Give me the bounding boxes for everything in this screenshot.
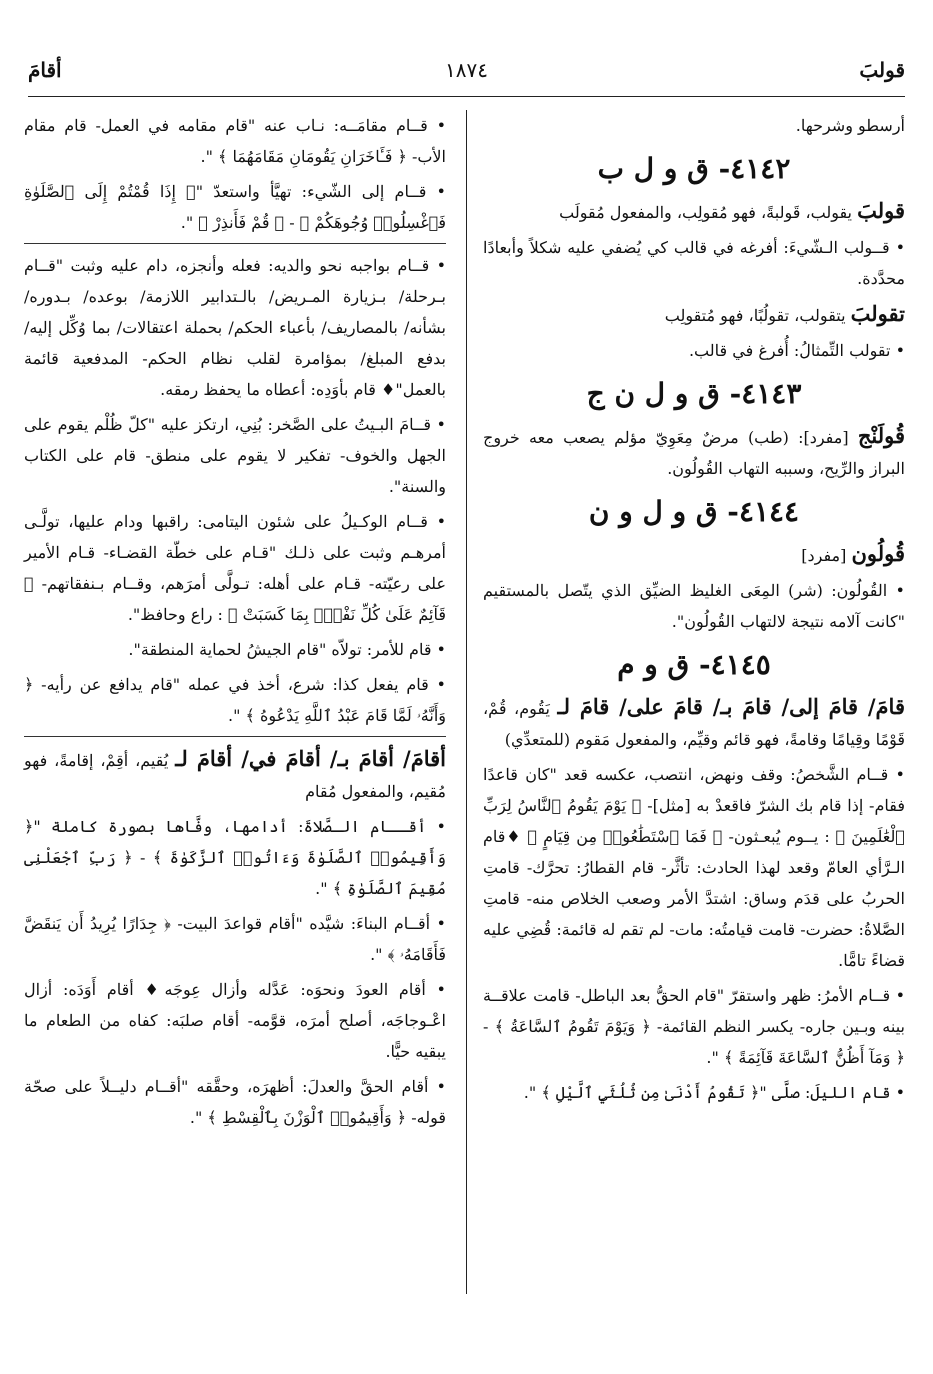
entry-text: • تقولب التِّمثالُ: أُفرغ في قالب. xyxy=(688,341,905,360)
page-header xyxy=(28,58,905,90)
entry-text: [مفرد] xyxy=(801,546,852,565)
header-rule xyxy=(28,96,905,97)
entry-paragraph xyxy=(483,691,905,755)
entry-paragraph xyxy=(483,232,905,294)
root-heading: ٤١٤٥- ق و م xyxy=(617,648,771,681)
entry-paragraph xyxy=(483,538,905,571)
headword: قولبَ xyxy=(857,198,905,223)
root-heading: ٤١٤٤- ق و ل و ن xyxy=(588,495,800,528)
entry-paragraph xyxy=(24,908,446,970)
entry-paragraph xyxy=(24,974,446,1067)
section-divider xyxy=(24,243,446,244)
entry-paragraph xyxy=(483,298,905,331)
right-column xyxy=(483,110,905,1112)
column-divider xyxy=(466,110,467,1294)
entry-text: • أقــام البناءَ: شيَّده "أقام قواعدَ البيت- ﴿ جِدَارًا يُرِيدُ أَن يَنقَضَّ فَأَقَامَهُۥ ﴾ ". xyxy=(24,914,446,964)
entry-paragraph xyxy=(483,420,905,484)
entry-text: يُقيم، أقِمْ، إقامةً، فهو مُقيم، والمفعول مُقام xyxy=(24,751,446,801)
entry-text: • قام للأمر: تولاّه "قام الجيشُ لحماية المنطقة". xyxy=(128,640,446,659)
entry-paragraph xyxy=(24,1071,446,1133)
entry-text: • قــام الأمرُ: ظهر واستقرّ "قام الحقُّ بعد الباطل- قامت علاقــة بينه وبـين جاره- يكسر النظم القائمة- ﴿ وَيَوْمَ تَقُومُ ٱلسَّاعَةُ ﴾ - ﴿ وَمَآ أَظُنُّ ٱلسَّاعَةَ قَآئِمَةً ﴾ ". xyxy=(483,986,905,1067)
entry-paragraph xyxy=(483,195,905,228)
entry-paragraph xyxy=(483,575,905,637)
entry-paragraph xyxy=(483,1077,905,1108)
entry-paragraph xyxy=(24,409,446,502)
entry-paragraph xyxy=(24,743,446,807)
headword: قُولَنْج xyxy=(857,423,905,448)
root-heading: ٤١٤٢- ق و ل ب xyxy=(597,152,791,185)
entry-paragraph xyxy=(24,506,446,630)
entry-paragraph xyxy=(24,811,446,904)
entry-paragraph xyxy=(24,634,446,665)
entry-text: يقولب، قَولبةً، فهو مُقولِب، والمفعول مُقولَب xyxy=(559,203,858,222)
entry-paragraph xyxy=(483,759,905,976)
headword: قامَ/ قامَ إلى/ قامَ بـ/ قامَ على/ قامَ لـ xyxy=(557,694,905,719)
entry-paragraph xyxy=(483,110,905,141)
entry-text: • قام الليلَ: صلَّى "﴿ تَقُومُ أَدْنَىٰ مِن ثُلُثَيِ ٱلَّيْلِ ﴾ ". xyxy=(523,1083,905,1102)
entry-text: • القُولُون: (شر) المِعَى الغليظ الضيِّق الذي يتّصل بالمستقيم "كانت آلامه نتيجة لالتهاب القُولُون". xyxy=(483,581,905,631)
entry-text: يَقُوم، قُمْ، قَوْمًا وقِيامًا وقامةً، فهو قائم وقيِّم، والمفعول مَقوم (للمتعدِّي) xyxy=(483,699,905,749)
entry-text: • أقــام الـصَّلاةَ: أدامها، وفَّاها بصورة كاملة "﴿ وَأَقِيمُوا۟ ٱلصَّلَوٰةَ وَءَاتُوا۟ ٱلزَّكَوٰةَ ﴾ - ﴿ رَبِّ ٱجْعَلْنِى مُقِيمَ ٱلصَّلَوٰةِ ﴾ ". xyxy=(24,817,446,898)
entry-paragraph xyxy=(483,335,905,366)
entry-text: • قــام مقامَــه: نـاب عنه "قام مقامه في العمل- قام مقام الأب- ﴿ فَـَٔاخَرَانِ يَقُومَانِ مَقَامَهُمَا ﴾ ". xyxy=(24,116,446,166)
entry-paragraph xyxy=(24,176,446,238)
entry-text: • قــولب الـشّيءَ: أفرغه في قالب كي يُضفي عليه شكلاً وأبعادًا محدَّدة. xyxy=(483,238,905,288)
entry-text: • أقام العودَ ونحوَه: عَدَّله وأزال عِوجَه♦ أقام أَوَدَه: أزال اعْـوجاجَه، أصلح أمرَه، قوَّمه- أقام صلبَه: كفاه من الطعام ما يبقيه حيًّا. xyxy=(24,980,446,1061)
headword: تقولبَ xyxy=(850,301,905,326)
entry-paragraph xyxy=(24,250,446,405)
entry-text: • قــام الوكـيلُ على شئون اليتامى: راقبها ودام عليها، تولَّـى أمرهـم وثبت على ذلـك "قـام على خطّة القضـاء- قـام الأمير على رعيّته- قـام على أهله: تـولَّى أمرَهم، وقــام بـنفقاتهم- ﴿ قَآئِمٌ عَلَىٰ كُلِّ نَفْسٍۭ بِمَا كَسَبَتْ ﴾ : راع وحافظ". xyxy=(24,512,446,624)
entry-text: • قــام إلى الشّيء: تهيَّأ واستعدّ "﴿ إِذَا قُمْتُمْ إِلَى ٱلصَّلَوٰةِ فَٱغْسِلُوا۟ وُجُوهَكُمْ ﴾ - ﴿ قُمْ فَأَنذِرْ ﴾ ". xyxy=(24,182,446,232)
page-number: ١٨٧٤ xyxy=(445,58,488,82)
entry-text: • قــام بواجبه نحو والديه: فعله وأنجزه، دام عليه وثبت "قــام بـرحلة/ بـزيارة المـريض/ بالـتدابير اللازمة/ بوعده/ بـدوره/ بشأنه/ بالمصاريف/ بأعباء الحكم/ بحملة اعتقالات/ بما وُكِّل إليه/ بدفع المبلغ/ بمؤامرة لقلب نظام الحكم- المدفعية قائمة بالعمل"♦ قام بأوَدِه: أعطاه ما يحفظ رمقه. xyxy=(24,256,446,399)
left-column xyxy=(24,110,446,1137)
header-right-guideword: قولبَ xyxy=(859,58,905,82)
entry-paragraph xyxy=(24,110,446,172)
root-heading: ٤١٤٣- ق و ل ن ج xyxy=(586,377,802,410)
header-left-guideword: أقامَ xyxy=(28,58,62,82)
headword: أقامَ/ أقامَ بـ/ أقامَ في/ أقامَ لـ xyxy=(175,746,447,771)
entry-text: • قــامَ البـيتُ على الصَّخر: بُنِي، ارتكز عليه "كلّ ظُلْم يقوم على الجهل والخوف- تفكير لا يقوم على منطق- قام على الكتاب والسنة". xyxy=(24,415,446,496)
section-divider xyxy=(24,736,446,737)
entry-text: • قــام الشَّخصُ: وقف ونهض، انتصب، عكسه قعد "كان قاعدًا فقام- إذا قام بك الشرّ فاقعدْ به [مثل]- ﴿ يَوْمَ يَقُومُ ٱلنَّاسُ لِرَبِّ ٱلْعَٰلَمِينَ ﴾ : يــوم يُبعـثون- ﴿ فَمَا ٱسْتَطَٰعُوا۟ مِن قِيَامٍ ﴾ ♦قام الـرَّأي العامّ وقعد لهذا الحادث: تأثَّر- قام القطارُ: تحرَّك- قامتِ الحربُ على قدَم وساق: اشتدَّ الأمر وصعب الخلاص منه- قامتِ الصَّلاةُ: حضرت- قامت قيامتُه: مات- لم تقم له قائمة: قُضِي عليه قضاءً تامًّا. xyxy=(483,765,905,970)
entry-text: [مفرد]: (طب) مرضٌ مِعَوِيّ مؤلم يصعب معه خروج البراز والرِّيح، وسببه التهاب القُولُون. xyxy=(483,428,905,478)
entry-text: أرسطو وشرحها. xyxy=(795,116,905,135)
entry-text: • قام يفعل كذا: شرع، أخذ في عمله "قام يدافع عن رأيه- ﴿ وَأَنَّهُۥ لَمَّا قَامَ عَبْدُ ٱللَّهِ يَدْعُوهُ ﴾ ". xyxy=(24,675,446,725)
entry-paragraph xyxy=(24,669,446,731)
entry-text: يتقولب، تقولُبًا، فهو مُتقولِب xyxy=(664,306,851,325)
entry-text: • أقام الحقَّ والعدلَ: أظهرَه، وحقَّقه "أقــام دليــلاً على صحّة قوله- ﴿ وَأَقِيمُوا۟ ٱلْوَزْنَ بِٱلْقِسْطِ ﴾ ". xyxy=(24,1077,446,1127)
entry-paragraph xyxy=(483,980,905,1073)
headword: قُولُون xyxy=(851,541,905,566)
